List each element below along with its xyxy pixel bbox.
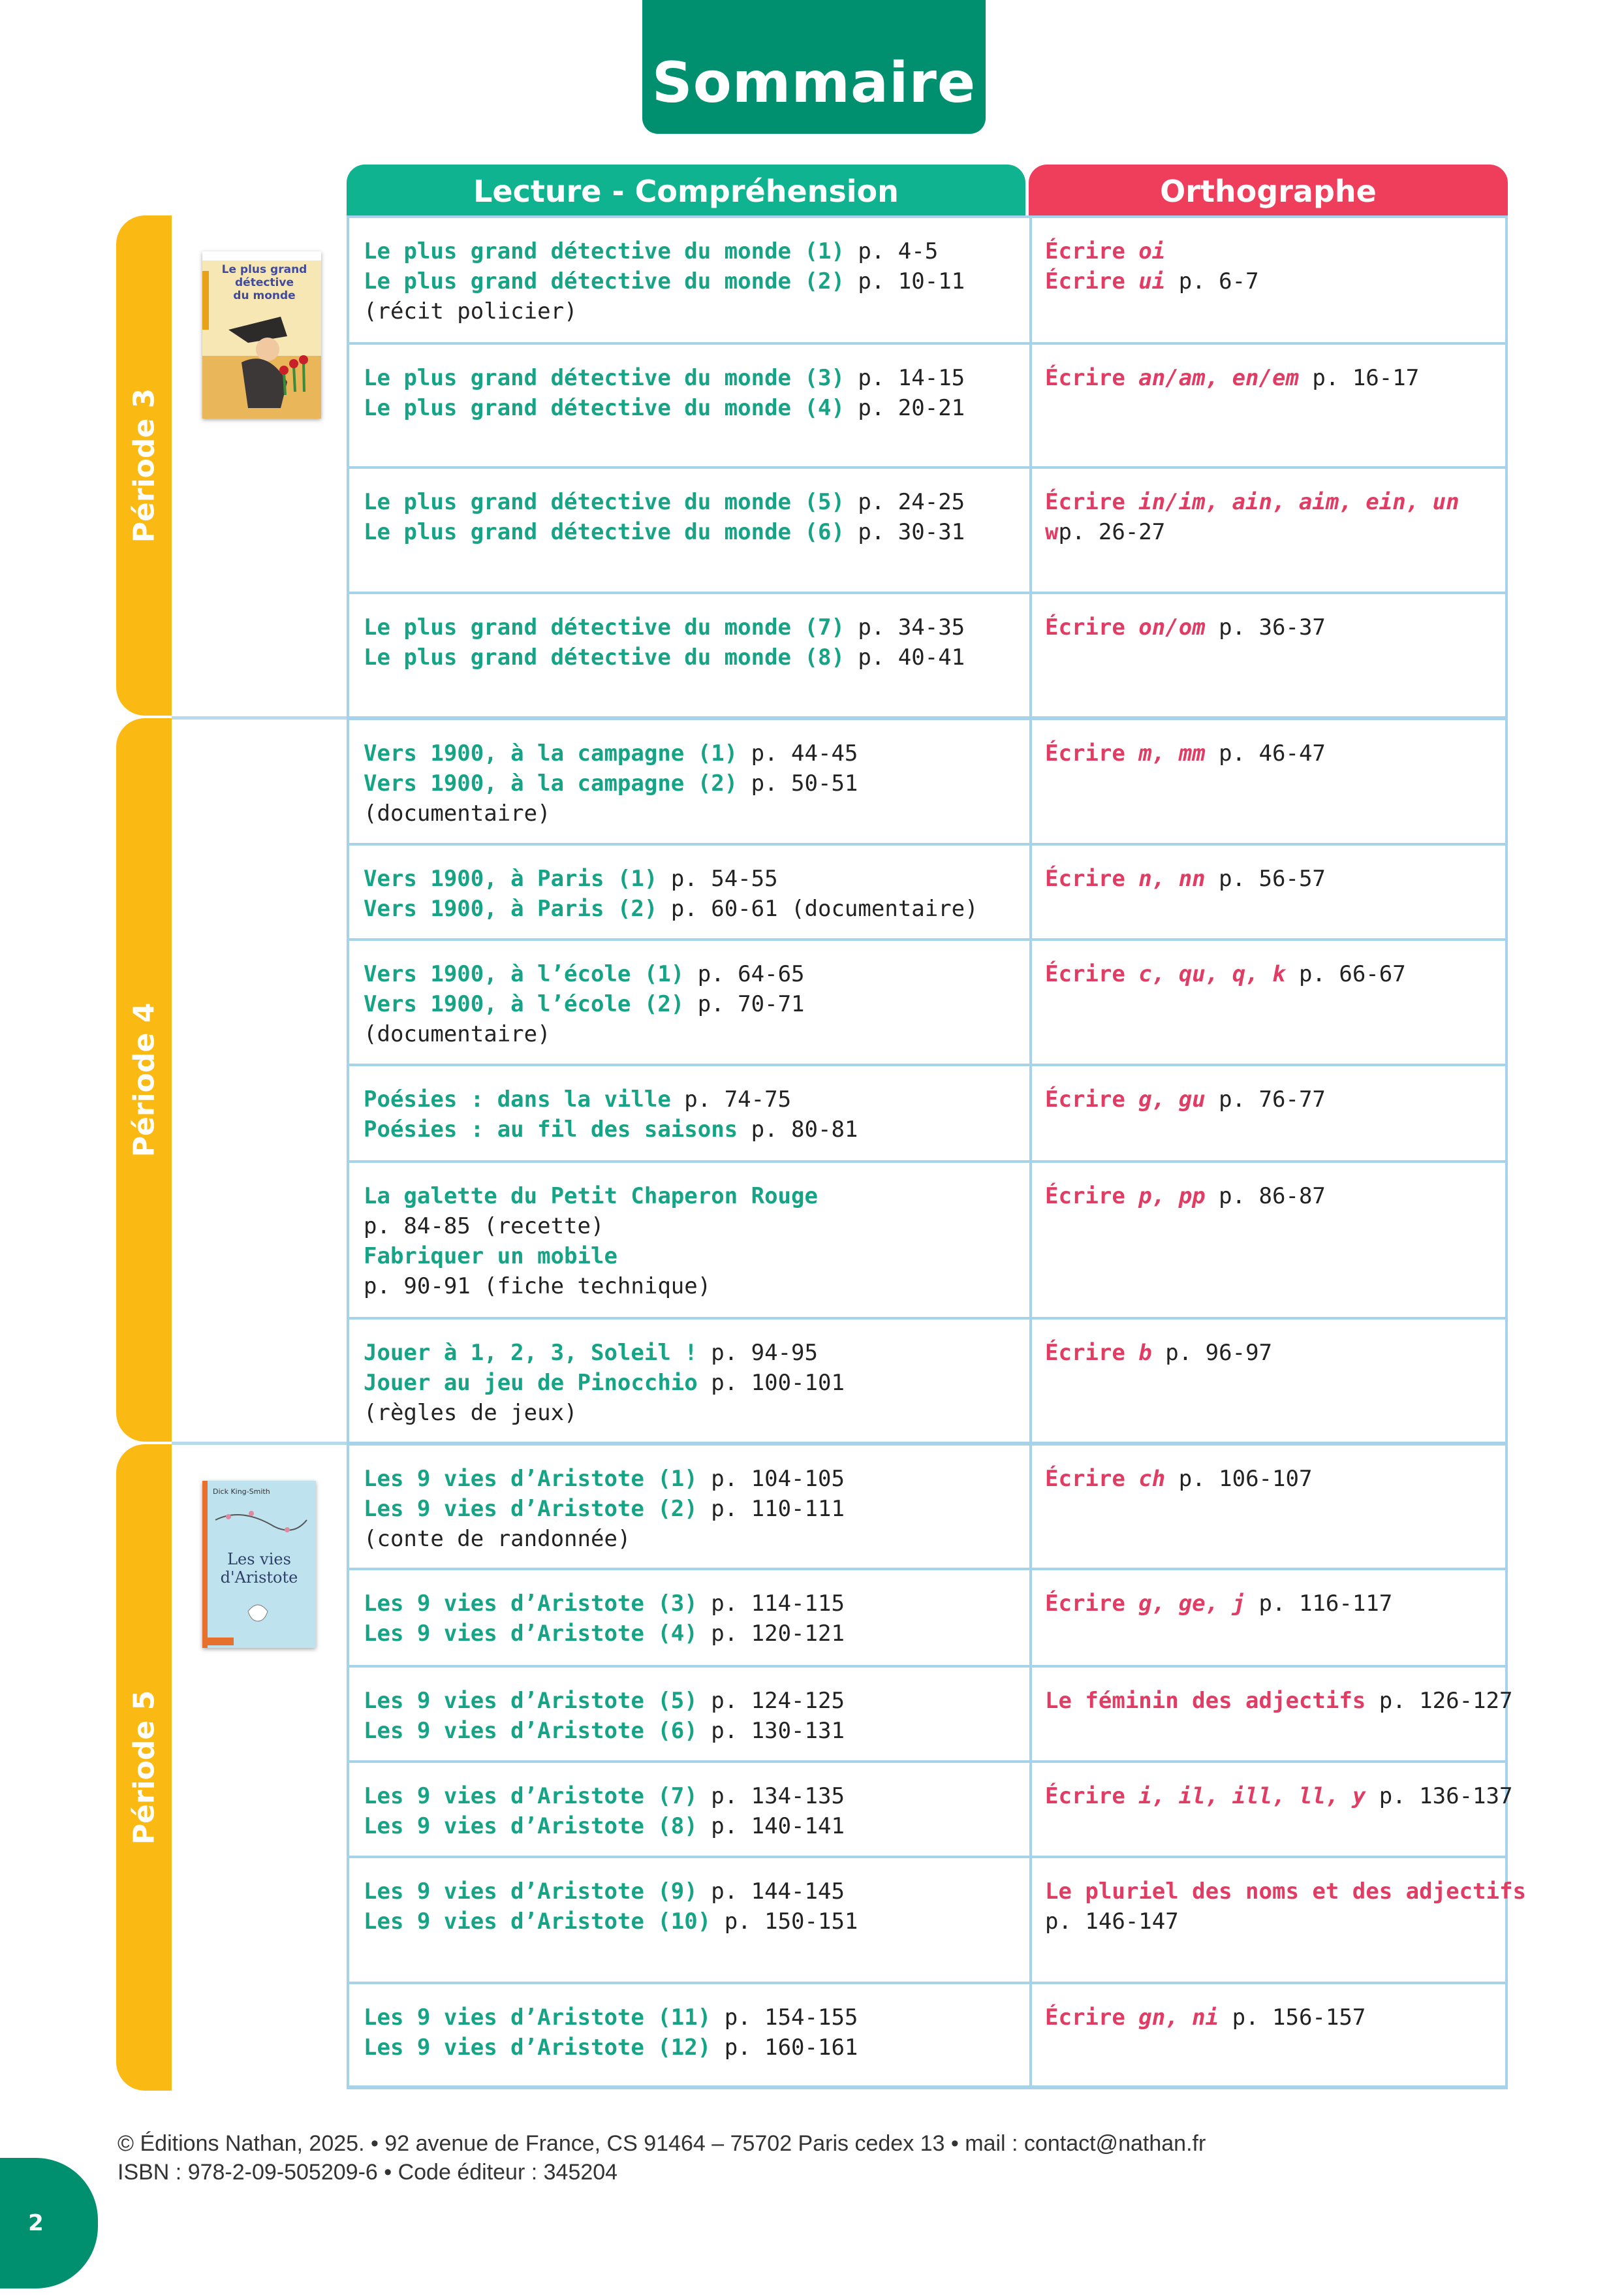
cell-text: Les 9 vies d’Aristote (8) xyxy=(364,1813,698,1839)
cell-text: in/im, ain, aim, ein, un xyxy=(1138,489,1460,515)
cell-line xyxy=(1045,266,1259,296)
table-row xyxy=(347,1856,1526,1984)
cell-text: p. 20-21 xyxy=(844,395,965,421)
cell-text: Les 9 vies d’Aristote (6) xyxy=(364,1718,698,1744)
cell-text: p. 64-65 xyxy=(684,961,805,987)
cell-line xyxy=(1045,487,1460,517)
table-row xyxy=(347,1064,1508,1163)
cell-line xyxy=(1045,1876,1526,1907)
orthographe-cell xyxy=(1045,959,1406,989)
cell-text: Jouer au jeu de Pinocchio xyxy=(364,1370,698,1396)
lecture-cell xyxy=(364,1338,845,1428)
column-divider xyxy=(1029,720,1032,843)
footer-publisher: © Éditions Nathan, 2025. • 92 avenue de France, CS 91464 – 75702 Paris cedex 13 • mail : contact@nathan.fr xyxy=(117,2131,1206,2156)
lecture-cell xyxy=(364,1181,818,1301)
cell-text: Écrire xyxy=(1045,1086,1139,1113)
cell-line xyxy=(364,738,858,768)
cell-line xyxy=(1045,1781,1512,1811)
table-row xyxy=(347,1665,1513,1763)
cell-line xyxy=(364,1589,845,1619)
cell-text: Les 9 vies d’Aristote (12) xyxy=(364,2034,711,2061)
column-divider xyxy=(1029,594,1032,716)
page-number-badge xyxy=(0,2158,98,2288)
cell-text: p. 24-25 xyxy=(844,489,965,515)
book-cover-detective xyxy=(202,251,321,419)
cell-line xyxy=(364,1398,845,1428)
cell-line xyxy=(364,959,805,989)
orthographe-cell xyxy=(1045,612,1326,642)
cell-line xyxy=(1045,959,1406,989)
period-4-tab xyxy=(116,718,172,1442)
cell-line xyxy=(1045,612,1326,642)
lecture-cell xyxy=(364,363,965,423)
cell-text: p. 106-107 xyxy=(1165,1466,1313,1492)
table-row xyxy=(347,716,1508,846)
column-divider xyxy=(1029,218,1032,342)
cell-text: Écrire xyxy=(1045,2004,1139,2031)
cover-title-3: du monde xyxy=(233,289,296,302)
cell-text: p. 34-35 xyxy=(844,614,965,641)
cell-line xyxy=(364,799,858,829)
cell-line xyxy=(1045,1589,1392,1619)
cell-text: p. 30-31 xyxy=(844,519,965,545)
cell-line xyxy=(364,236,965,266)
cell-line xyxy=(364,2033,858,2063)
cell-text: Écrire xyxy=(1045,1340,1139,1366)
cell-text: Poésies : dans la ville xyxy=(364,1086,671,1113)
cell-text: Le plus grand détective du monde (2) xyxy=(364,268,845,294)
column-divider xyxy=(1029,469,1032,592)
cell-text: an/am, en/em xyxy=(1138,365,1299,391)
cell-text: p. 46-47 xyxy=(1205,740,1326,767)
cell-line xyxy=(364,1716,845,1746)
cell-line xyxy=(364,768,858,799)
cell-text: g, gu xyxy=(1138,1086,1206,1113)
cell-text: p. 104-105 xyxy=(697,1466,845,1492)
cell-line xyxy=(364,1781,845,1811)
cell-text: p. 66-67 xyxy=(1285,961,1406,987)
lecture-cell xyxy=(364,612,965,673)
cell-text: p. 126-127 xyxy=(1366,1688,1513,1714)
detective-cover-illustration xyxy=(202,251,321,419)
lecture-cell xyxy=(364,1464,845,1554)
cell-text: p. 116-117 xyxy=(1245,1591,1393,1617)
cell-line xyxy=(364,1211,818,1241)
cell-line xyxy=(1045,1338,1272,1368)
cell-text: p. 76-77 xyxy=(1205,1086,1326,1113)
cell-text: p. 136-137 xyxy=(1366,1783,1513,1809)
cell-line xyxy=(364,642,965,673)
cell-line xyxy=(364,1338,845,1368)
cell-line xyxy=(364,864,978,894)
table-row xyxy=(347,1317,1508,1444)
cell-line xyxy=(364,1241,818,1271)
cell-text: Les 9 vies d’Aristote (3) xyxy=(364,1591,698,1617)
cell-line xyxy=(1045,1464,1312,1494)
cell-text: p. 144-145 xyxy=(697,1878,845,1905)
cell-text: c, qu, q, k xyxy=(1138,961,1286,987)
cell-text: Les 9 vies d’Aristote (10) xyxy=(364,1908,711,1935)
cell-line xyxy=(364,2002,858,2033)
cell-text: w xyxy=(1045,519,1059,545)
cell-line xyxy=(364,1271,818,1301)
cell-text: p. 124-125 xyxy=(697,1688,845,1714)
cell-text: Le plus grand détective du monde (1) xyxy=(364,238,845,264)
cell-line xyxy=(1045,236,1259,266)
lecture-cell xyxy=(364,1686,845,1746)
cell-text: Les 9 vies d’Aristote (4) xyxy=(364,1621,698,1647)
cover-aristote-title-2: d'Aristote xyxy=(220,1568,298,1587)
cell-text: p. 100-101 xyxy=(697,1370,845,1396)
lecture-cell xyxy=(364,487,965,547)
cell-text: n, nn xyxy=(1138,866,1206,892)
orthographe-cell xyxy=(1045,1876,1526,1937)
cover-title-2: détective xyxy=(235,276,294,289)
column-divider xyxy=(1029,1570,1032,1665)
cell-line xyxy=(1045,517,1460,547)
cell-text: p. 90-91 (fiche technique) xyxy=(364,1273,711,1299)
cell-text: (documentaire) xyxy=(364,800,551,827)
table-row xyxy=(347,1760,1513,1858)
cover-aristote-title-1: Les vies xyxy=(227,1550,291,1568)
cell-text: Écrire xyxy=(1045,1183,1139,1209)
cell-text: Poésies : au fil des saisons xyxy=(364,1116,738,1143)
orthographe-cell xyxy=(1045,738,1326,768)
table-row xyxy=(347,1568,1508,1668)
period-5-tab xyxy=(116,1444,172,2091)
cell-text: p. 130-131 xyxy=(697,1718,845,1744)
lecture-cell xyxy=(364,1781,845,1841)
cell-line xyxy=(364,1115,858,1145)
column-divider xyxy=(1029,1984,1032,2085)
cell-text: Fabriquer un mobile xyxy=(364,1243,617,1269)
period-5-label: Période 5 xyxy=(127,1690,161,1845)
cell-text: p. 160-161 xyxy=(711,2034,858,2061)
cell-text: p. 96-97 xyxy=(1151,1340,1273,1366)
cell-line xyxy=(364,894,978,924)
cell-text: p. 6-7 xyxy=(1165,268,1259,294)
cell-text: b xyxy=(1138,1340,1152,1366)
column-header-orthographe: Orthographe xyxy=(1029,165,1508,218)
cell-text: oi xyxy=(1138,238,1166,264)
orthographe-cell xyxy=(1045,363,1419,393)
cell-text: Vers 1900, à l’école (2) xyxy=(364,991,685,1017)
cell-text: p. 26-27 xyxy=(1058,519,1166,545)
cell-text: gn, ni xyxy=(1138,2004,1219,2031)
aristote-cover-illustration xyxy=(202,1481,316,1648)
lecture-cell xyxy=(364,236,965,326)
cell-line xyxy=(1045,1084,1326,1115)
cell-text: p. 4-5 xyxy=(844,238,939,264)
table-row xyxy=(347,1982,1508,2089)
cover-title-1: Le plus grand xyxy=(221,263,307,276)
cell-text: Le féminin des adjectifs xyxy=(1045,1688,1366,1714)
table-row xyxy=(347,843,1508,941)
cell-text: Écrire xyxy=(1045,614,1139,641)
cell-line xyxy=(364,363,965,393)
cell-text: p. 40-41 xyxy=(844,644,965,671)
lecture-cell xyxy=(364,1084,858,1145)
cell-text: Écrire xyxy=(1045,238,1139,264)
cell-text: Écrire xyxy=(1045,740,1139,767)
cell-text: Vers 1900, à la campagne (2) xyxy=(364,770,738,797)
column-header-lecture: Lecture - Compréhension xyxy=(347,165,1025,218)
cover-column-period-4 xyxy=(172,716,347,1443)
cell-text: Écrire xyxy=(1045,866,1139,892)
cell-line xyxy=(364,1907,858,1937)
cell-text: p. 114-115 xyxy=(697,1591,845,1617)
cell-text: p. 74-75 xyxy=(670,1086,792,1113)
cell-line xyxy=(364,1811,845,1841)
cell-text: Jouer à 1, 2, 3, Soleil ! xyxy=(364,1340,698,1366)
cell-line xyxy=(364,1876,858,1907)
table-row xyxy=(347,1160,1508,1320)
orthographe-cell xyxy=(1045,1084,1326,1115)
cell-line xyxy=(364,1524,845,1554)
lecture-cell xyxy=(364,2002,858,2063)
cell-text: p. 94-95 xyxy=(697,1340,818,1366)
page-title: Sommaire xyxy=(651,50,976,116)
cell-text: Les 9 vies d’Aristote (5) xyxy=(364,1688,698,1714)
orthographe-cell xyxy=(1045,487,1460,547)
cell-text: p. 134-135 xyxy=(697,1783,845,1809)
cell-text: m, mm xyxy=(1138,740,1206,767)
cell-text: p. 156-157 xyxy=(1219,2004,1366,2031)
table-row xyxy=(347,938,1508,1066)
cell-text: g, ge, j xyxy=(1138,1591,1246,1617)
cell-line xyxy=(1045,2002,1366,2033)
lecture-cell xyxy=(364,864,978,924)
cell-text: Les 9 vies d’Aristote (2) xyxy=(364,1496,698,1522)
cell-text: p. 120-121 xyxy=(697,1621,845,1647)
cell-line xyxy=(1045,363,1419,393)
page-number: 2 xyxy=(28,2210,44,2236)
cell-line xyxy=(364,1686,845,1716)
cell-text: p. 44-45 xyxy=(738,740,858,767)
table-row xyxy=(347,592,1508,719)
table-row xyxy=(347,1442,1508,1570)
cell-line xyxy=(364,1619,845,1649)
cell-text: Le plus grand détective du monde (6) xyxy=(364,519,845,545)
orthographe-cell xyxy=(1045,236,1259,296)
orthographe-cell xyxy=(1045,1464,1312,1494)
cell-line xyxy=(364,989,805,1019)
column-divider xyxy=(1029,941,1032,1064)
table-row xyxy=(347,466,1508,594)
cell-text: p. 60-61 (documentaire) xyxy=(657,896,978,922)
lecture-cell xyxy=(364,1876,858,1937)
period-4-label: Période 4 xyxy=(127,1002,161,1158)
cell-text: p. 14-15 xyxy=(844,365,965,391)
lecture-cell xyxy=(364,738,858,829)
cell-text: Le plus grand détective du monde (4) xyxy=(364,395,845,421)
column-divider xyxy=(1029,846,1032,938)
cell-text: (documentaire) xyxy=(364,1021,551,1047)
orthographe-cell xyxy=(1045,864,1326,894)
cell-text: p. 10-11 xyxy=(844,268,965,294)
cell-line xyxy=(364,1464,845,1494)
cell-text: Les 9 vies d’Aristote (9) xyxy=(364,1878,698,1905)
cell-text: Écrire xyxy=(1045,268,1139,294)
cell-line xyxy=(364,1084,858,1115)
cell-text: on/om xyxy=(1138,614,1206,641)
cell-text: p. 146-147 xyxy=(1045,1908,1179,1935)
cell-text: p. 54-55 xyxy=(657,866,778,892)
cell-text: Écrire xyxy=(1045,1591,1139,1617)
page-title-banner xyxy=(642,0,986,134)
lecture-cell xyxy=(364,1589,845,1649)
cell-line xyxy=(364,1181,818,1211)
orthographe-cell xyxy=(1045,1781,1512,1811)
cell-text: p. 154-155 xyxy=(711,2004,858,2031)
cell-text: ui xyxy=(1138,268,1166,294)
cell-text: p. 84-85 (recette) xyxy=(364,1213,604,1239)
cell-text: (récit policier) xyxy=(364,298,578,324)
orthographe-cell xyxy=(1045,1686,1512,1716)
cell-text: Les 9 vies d’Aristote (11) xyxy=(364,2004,711,2031)
cell-line xyxy=(364,1494,845,1524)
cell-text: p. 50-51 xyxy=(738,770,858,797)
footer-isbn: ISBN : 978-2-09-505209-6 • Code éditeur : 345204 xyxy=(117,2160,618,2185)
cell-text: Les 9 vies d’Aristote (7) xyxy=(364,1783,698,1809)
cell-line xyxy=(1045,1181,1326,1211)
orthographe-cell xyxy=(1045,1181,1326,1211)
cell-text: Le plus grand détective du monde (7) xyxy=(364,614,845,641)
column-divider xyxy=(1029,1858,1032,1982)
cell-text: p. 80-81 xyxy=(738,1116,858,1143)
column-divider xyxy=(1029,1446,1032,1568)
cell-text: p, pp xyxy=(1138,1183,1206,1209)
column-divider xyxy=(1029,345,1032,466)
cell-text: Vers 1900, à la campagne (1) xyxy=(364,740,738,767)
cell-text: Les 9 vies d’Aristote (1) xyxy=(364,1466,698,1492)
cell-text: La galette du Petit Chaperon Rouge xyxy=(364,1183,818,1209)
table-row xyxy=(347,342,1508,469)
cell-line xyxy=(1045,1686,1512,1716)
cell-text: p. 110-111 xyxy=(697,1496,845,1522)
period-3-tab xyxy=(116,215,172,716)
cell-line xyxy=(364,612,965,642)
column-divider xyxy=(1029,1320,1032,1442)
cell-text: Écrire xyxy=(1045,1783,1139,1809)
cell-line xyxy=(364,393,965,423)
column-divider xyxy=(1029,1163,1032,1317)
cover-author: Dick King-Smith xyxy=(213,1487,270,1496)
cell-line xyxy=(364,266,965,296)
cell-line xyxy=(364,517,965,547)
cell-text: p. 70-71 xyxy=(684,991,805,1017)
cell-line xyxy=(1045,1907,1526,1937)
cell-text: Écrire xyxy=(1045,961,1139,987)
orthographe-cell xyxy=(1045,1589,1392,1619)
cell-text: Le plus grand détective du monde (5) xyxy=(364,489,845,515)
table-row xyxy=(347,215,1508,345)
cell-text: p. 86-87 xyxy=(1205,1183,1326,1209)
cell-text: Écrire xyxy=(1045,365,1139,391)
cell-text: Vers 1900, à Paris (1) xyxy=(364,866,658,892)
cell-text: Le plus grand détective du monde (3) xyxy=(364,365,845,391)
cell-text: p. 140-141 xyxy=(697,1813,845,1839)
cell-text: p. 36-37 xyxy=(1205,614,1326,641)
orthographe-cell xyxy=(1045,2002,1366,2033)
cell-text: Écrire xyxy=(1045,1466,1139,1492)
cell-line xyxy=(1045,864,1326,894)
cell-line xyxy=(364,487,965,517)
cell-text: p. 16-17 xyxy=(1298,365,1420,391)
period-3-label: Période 3 xyxy=(127,388,161,543)
cell-text: ch xyxy=(1138,1466,1166,1492)
cell-text: i, il, ill, ll, y xyxy=(1138,1783,1366,1809)
lecture-cell xyxy=(364,959,805,1049)
column-divider xyxy=(1029,1668,1032,1760)
cell-text: p. 150-151 xyxy=(711,1908,858,1935)
cell-text: Vers 1900, à Paris (2) xyxy=(364,896,658,922)
cell-line xyxy=(364,1368,845,1398)
cell-line xyxy=(364,1019,805,1049)
cell-text: Le pluriel des noms et des adjectifs xyxy=(1045,1878,1526,1905)
cell-text: (règles de jeux) xyxy=(364,1400,578,1426)
cell-line xyxy=(364,296,965,326)
column-divider xyxy=(1029,1763,1032,1856)
orthographe-cell xyxy=(1045,1338,1272,1368)
cell-text: p. 56-57 xyxy=(1205,866,1326,892)
column-divider xyxy=(1029,1066,1032,1160)
cell-text: Écrire xyxy=(1045,489,1139,515)
cell-text: Le plus grand détective du monde (8) xyxy=(364,644,845,671)
cell-line xyxy=(1045,738,1326,768)
book-cover-aristote xyxy=(202,1481,316,1648)
cell-text: Vers 1900, à l’école (1) xyxy=(364,961,685,987)
cell-text: (conte de randonnée) xyxy=(364,1526,631,1552)
